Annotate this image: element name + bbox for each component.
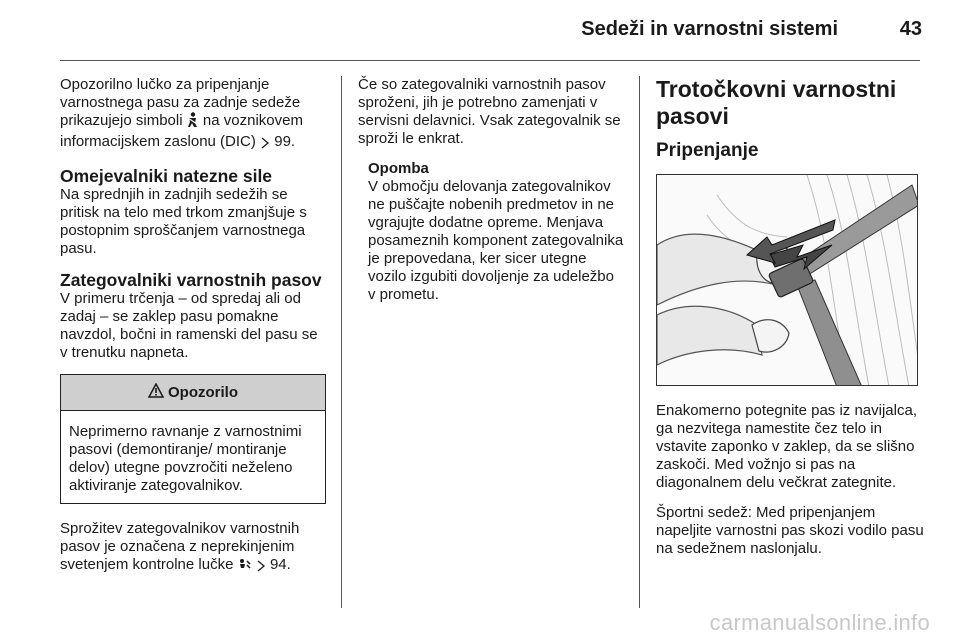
warning-box bbox=[60, 374, 326, 504]
watermark: carmanualsonline.info bbox=[709, 610, 930, 635]
tensioner-replacement-paragraph: Če so zategovalniki varnostnih pasov sproženi, jih je potrebno zamenjati v servisni delavnici. Vsak zategovalnik se sproži le enkrat. bbox=[358, 76, 621, 147]
pretensioners-paragraph: V primeru trčenja – od spredaj ali od zadaj – se zaklep pasu pomakne navzdol, bočni in ramenski del pasu se v trenutku napneta. bbox=[60, 290, 318, 361]
page-header-title: Sedeži in varnostni sistemi bbox=[581, 18, 838, 40]
header-divider bbox=[60, 60, 920, 61]
seat-belt-drawing bbox=[657, 175, 918, 386]
force-limiters-paragraph: Na sprednjih in zadnjih sedežih se pritisk na telo med trkom zmanjšuje s postopnim sproščanjem varnostnega pasu. bbox=[60, 186, 307, 257]
section-title: Trotočkovni varnostni pasovi bbox=[656, 76, 897, 129]
page-reference-link[interactable]: 99. bbox=[274, 133, 296, 150]
buckling-instructions-paragraph: Enakomerno potegnite pas iz navijalca, ga nezvitega namestite čez telo in vstavite zaponko v zaklep, da se slišno zaskoči. Med vožnjo si pas na diagonalnem delu večkrat zategnite. bbox=[656, 402, 917, 491]
page-reference-link[interactable]: 94. bbox=[269, 556, 291, 573]
section-heading-force-limiters: Omejevalniki natezne sile bbox=[60, 166, 273, 186]
note-title: Opomba bbox=[368, 160, 429, 177]
page-reference-icon bbox=[260, 136, 270, 154]
note-text: V območju delovanja zategovalnikov ne puščajte nobenih predmetov in ne vgrajujte dodatne opreme. Menjava posameznih komponent zategovalnika je prepovedana, ker sicer utegne vozilo izgubiti dovoljenje za udeležbo v prometu. bbox=[368, 178, 624, 303]
seat-belt-buckling-illustration bbox=[656, 174, 918, 386]
warning-triangle-icon bbox=[148, 383, 164, 402]
middle-column bbox=[358, 76, 624, 304]
tensioner-indicator-paragraph: Sprožitev zategovalnikov varnostnih pasov je označena z neprekinjenim svetenjem kontrolne lučke 94. bbox=[60, 520, 326, 577]
sport-seat-paragraph: Športni sedež: Med pripenjanjem napeljite varnostni pas skozi vodilo pasu na sedežnem naslonjalu. bbox=[656, 504, 924, 557]
rear-belt-reminder-paragraph: Opozorilno lučko za pripenjanje varnostnega pasu za zadnje sedeže prikazujejo simboli na voznikovem informacijskem zaslonu (DIC) 99. bbox=[60, 76, 326, 154]
seat-belt-person-icon bbox=[187, 112, 199, 133]
warning-title: Opozorilo bbox=[168, 384, 238, 401]
column-divider-2 bbox=[639, 76, 640, 608]
section-heading-pretensioners: Zategovalniki varnostnih pasov bbox=[60, 270, 322, 290]
column-divider-1 bbox=[341, 76, 342, 608]
page-number: 43 bbox=[899, 18, 922, 40]
subsection-title: Pripenjanje bbox=[656, 140, 759, 161]
note-block bbox=[358, 160, 624, 304]
page-reference-icon bbox=[256, 559, 266, 577]
left-column bbox=[60, 76, 326, 589]
warning-header bbox=[61, 375, 325, 411]
warning-text: Neprimerno ravnanje z varnostnimi pasovi (demontiranje/ montiranje delov) utegne povzročiti neželeno aktiviranje zategovalnikov. bbox=[69, 423, 302, 494]
seat-belt-tensioner-icon bbox=[238, 558, 252, 577]
right-column bbox=[656, 76, 924, 570]
